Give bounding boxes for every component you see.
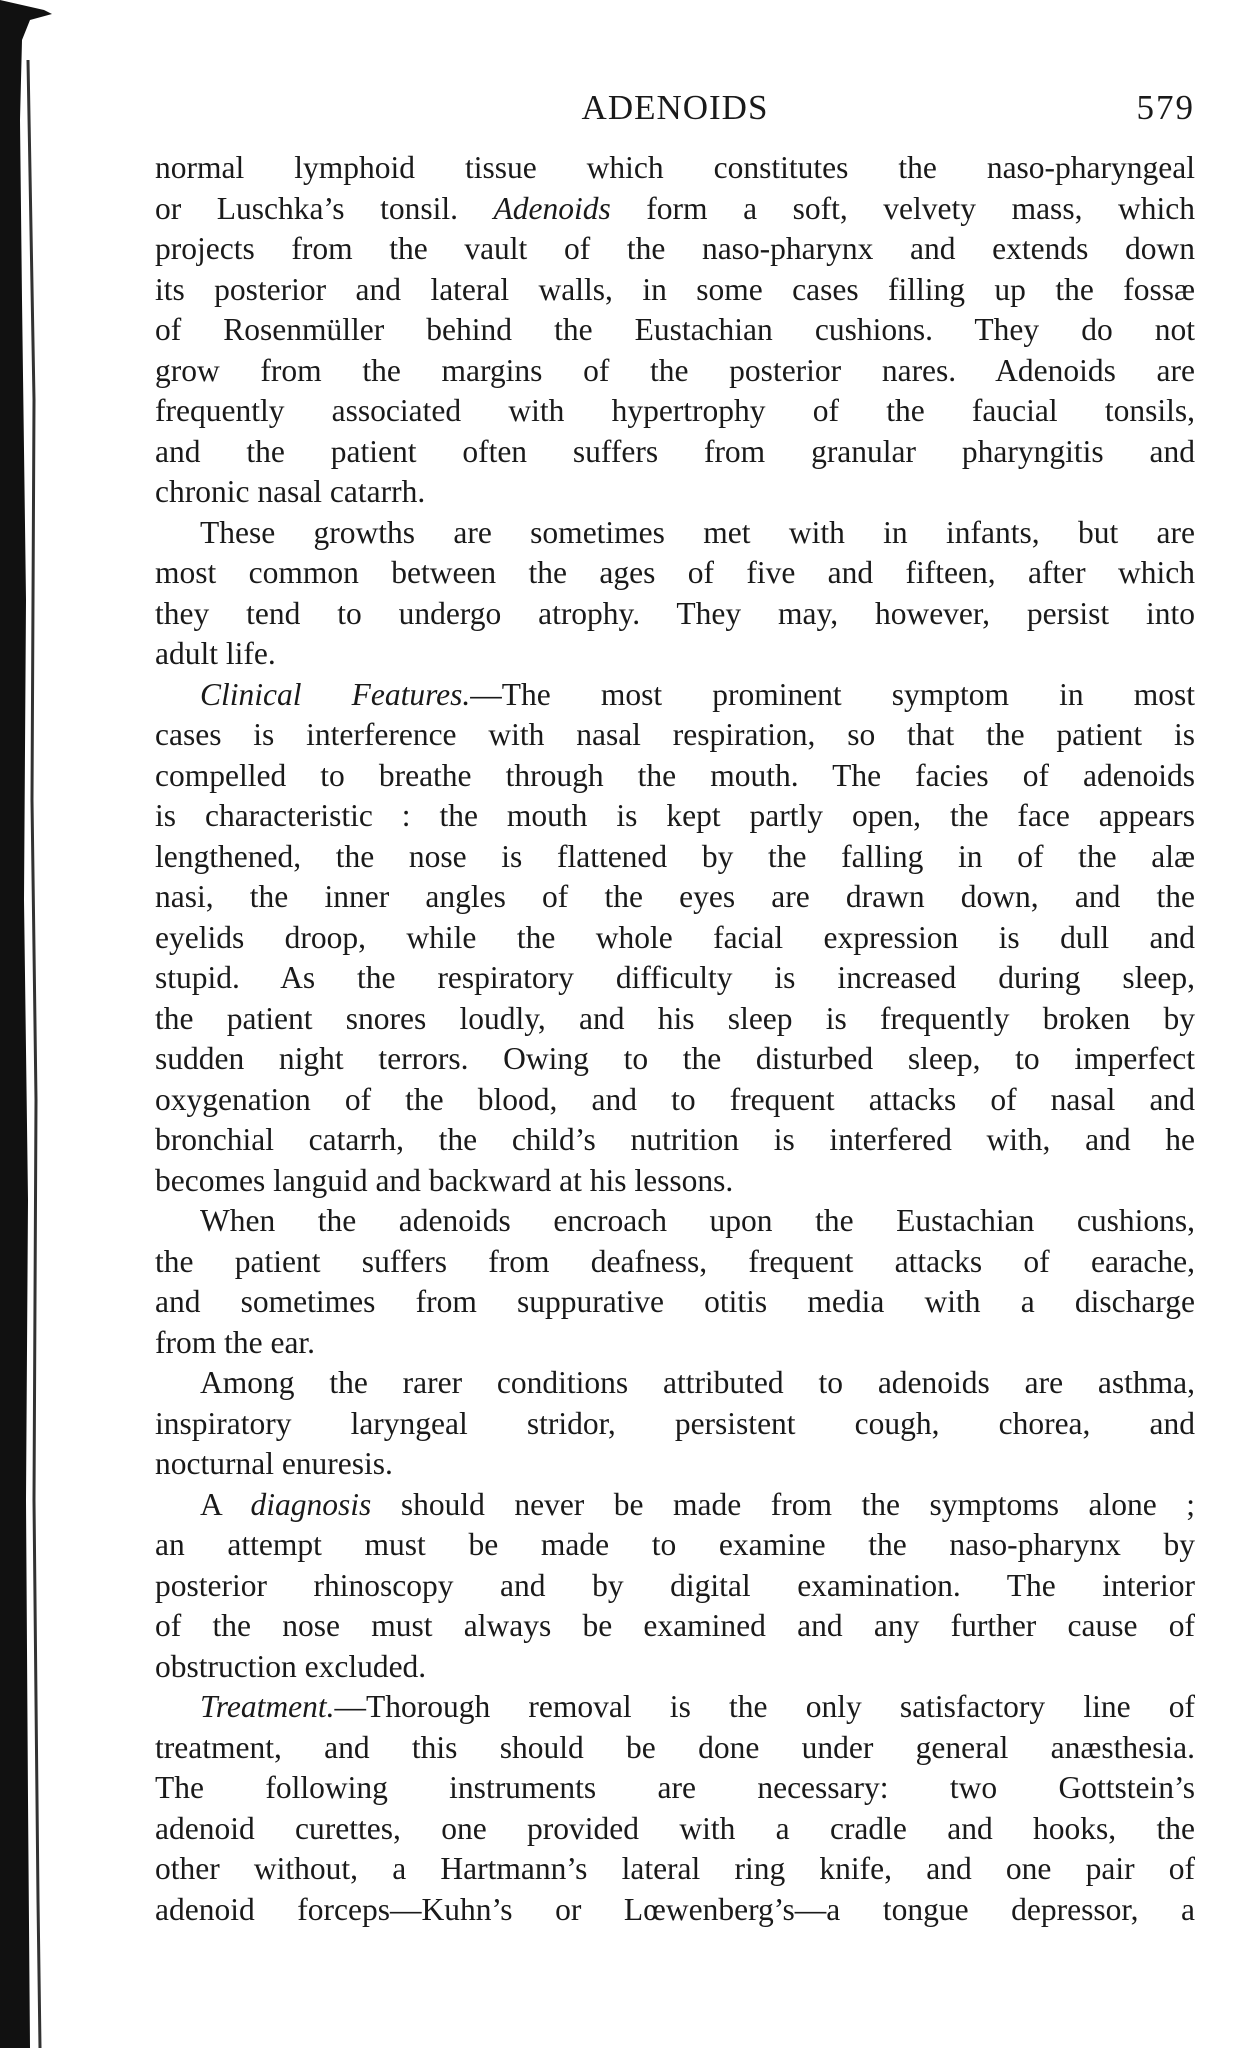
running-head (155, 88, 1195, 148)
text-segment: obstruction excluded. (155, 1648, 427, 1684)
text-line (155, 1201, 1195, 1242)
text-segment: eyelids droop, while the whole facial expression is dull and (155, 919, 1195, 955)
text-line (155, 918, 1195, 959)
text-segment: When the adenoids encroach upon the Eustachian cushions, (200, 1203, 1195, 1238)
text-line (155, 1404, 1195, 1445)
italic-text: diagnosis (250, 1486, 372, 1522)
text-line (155, 513, 1195, 554)
text-segment: form a soft, velvety mass, which (610, 190, 1195, 226)
text-line (155, 1363, 1195, 1404)
text-line (155, 310, 1195, 351)
text-line (155, 877, 1195, 918)
text-segment: and sometimes from suppurative otitis media with a discharge (155, 1284, 1195, 1319)
text-line (155, 634, 1195, 675)
body-text (155, 148, 1195, 1930)
text-segment: oxygenation of the blood, and to frequent attacks of nasal and (155, 1081, 1195, 1117)
text-segment: an attempt must be made to examine the naso-pharynx by (155, 1527, 1195, 1562)
text-segment: cases is interference with nasal respiration, so that the patient is (155, 717, 1195, 752)
text-segment: adenoid forceps—Kuhn’s or Lœwenberg’s—a tongue depressor, a (155, 1891, 1195, 1927)
text-segment: inspiratory laryngeal stridor, persistent cough, chorea, and (155, 1405, 1195, 1441)
text-line (155, 553, 1195, 594)
text-segment: sudden night terrors. Owing to the disturbed sleep, to imperfect (155, 1041, 1195, 1076)
text-segment: —The most prominent symptom in most (470, 676, 1195, 712)
text-line (155, 1566, 1195, 1607)
text-segment: should never be made from the symptoms alone ; (371, 1486, 1195, 1522)
text-line (155, 958, 1195, 999)
text-line (155, 715, 1195, 756)
text-line (155, 1890, 1195, 1931)
paragraph (155, 1687, 1195, 1930)
text-segment: grow from the margins of the posterior nares. Adenoids are (155, 352, 1195, 388)
text-segment: compelled to breathe through the mouth. The facies of adenoids (155, 757, 1195, 793)
text-line (155, 594, 1195, 635)
text-segment: posterior rhinoscopy and by digital examination. The interior (155, 1567, 1195, 1603)
text-segment: the patient suffers from deafness, frequent attacks of earache, (155, 1243, 1195, 1279)
text-segment: they tend to undergo atrophy. They may, however, persist into (155, 595, 1195, 631)
text-line (155, 229, 1195, 270)
text-line (155, 391, 1195, 432)
text-line (155, 432, 1195, 473)
paragraph (155, 675, 1195, 1202)
text-segment: —Thorough removal is the only satisfactory line of (334, 1689, 1195, 1724)
text-line (155, 472, 1195, 513)
text-segment: of the nose must always be examined and any further cause of (155, 1608, 1195, 1643)
text-line (155, 1849, 1195, 1890)
text-segment: nocturnal enuresis. (155, 1446, 393, 1481)
book-page (155, 88, 1195, 1930)
text-segment: other without, a Hartmann’s lateral ring knife, and one pair of (155, 1851, 1195, 1886)
text-segment: most common between the ages of five and fifteen, after which (155, 555, 1195, 590)
text-segment: becomes languid and backward at his lessons. (155, 1162, 734, 1198)
text-line (155, 270, 1195, 311)
text-line (155, 1120, 1195, 1161)
text-line (155, 1647, 1195, 1688)
text-segment: lengthened, the nose is flattened by the falling in of the alæ (155, 838, 1195, 874)
text-line (155, 1768, 1195, 1809)
text-segment: The following instruments are necessary: two Gottstein’s (155, 1770, 1195, 1805)
text-segment: the patient snores loudly, and his sleep is frequently broken by (155, 1000, 1195, 1036)
text-line (155, 189, 1195, 230)
text-line (155, 148, 1195, 189)
text-segment: treatment, and this should be done under general anæsthesia. (155, 1729, 1195, 1765)
text-line (155, 1606, 1195, 1647)
italic-text: Clinical Features. (200, 676, 471, 712)
italic-text: Treatment. (200, 1689, 335, 1724)
text-segment: projects from the vault of the naso-pharynx and extends down (155, 231, 1195, 266)
text-segment: stupid. As the respiratory difficulty is increased during sleep, (155, 960, 1195, 995)
paragraph (155, 513, 1195, 675)
text-segment: its posterior and lateral walls, in some cases filling up the fossæ (155, 271, 1195, 307)
text-line (155, 837, 1195, 878)
text-segment: adenoid curettes, one provided with a cradle and hooks, the (155, 1810, 1195, 1846)
text-line (155, 1242, 1195, 1283)
paragraph (155, 148, 1195, 513)
paragraph (155, 1363, 1195, 1485)
paragraph (155, 1201, 1195, 1363)
text-segment: These growths are sometimes met with in infants, but are (200, 514, 1195, 550)
text-segment: from the ear. (155, 1324, 316, 1360)
text-line (155, 675, 1195, 716)
text-line (155, 999, 1195, 1040)
text-segment: adult life. (155, 636, 276, 671)
text-segment: bronchial catarrh, the child’s nutrition is interfered with, and he (155, 1122, 1195, 1157)
text-segment: nasi, the inner angles of the eyes are drawn down, and the (155, 879, 1195, 914)
text-line (155, 756, 1195, 797)
page-number: 579 (1136, 88, 1195, 127)
text-segment: of Rosenmüller behind the Eustachian cushions. They do not (155, 312, 1195, 347)
text-line (155, 1809, 1195, 1850)
text-segment: Among the rarer conditions attributed to adenoids are asthma, (200, 1365, 1195, 1400)
text-line (155, 1687, 1195, 1728)
running-title: ADENOIDS (581, 88, 769, 127)
text-segment: A (200, 1486, 251, 1522)
text-line (155, 1485, 1195, 1526)
italic-text: Adenoids (493, 190, 611, 226)
text-segment: chronic nasal catarrh. (155, 474, 426, 509)
text-segment: frequently associated with hypertrophy of the faucial tonsils, (155, 393, 1195, 428)
text-line (155, 1323, 1195, 1364)
text-line (155, 1282, 1195, 1323)
text-line (155, 351, 1195, 392)
text-line (155, 1444, 1195, 1485)
text-line (155, 1039, 1195, 1080)
text-line (155, 1525, 1195, 1566)
text-line (155, 796, 1195, 837)
text-segment: or Luschka’s tonsil. (155, 190, 494, 226)
paragraph (155, 1485, 1195, 1688)
text-segment: normal lymphoid tissue which constitutes the naso-pharyngeal (155, 150, 1195, 185)
text-line (155, 1728, 1195, 1769)
text-line (155, 1080, 1195, 1121)
text-line (155, 1161, 1195, 1202)
text-segment: is characteristic : the mouth is kept partly open, the face appears (155, 798, 1195, 833)
text-segment: and the patient often suffers from granular pharyngitis and (155, 433, 1195, 469)
